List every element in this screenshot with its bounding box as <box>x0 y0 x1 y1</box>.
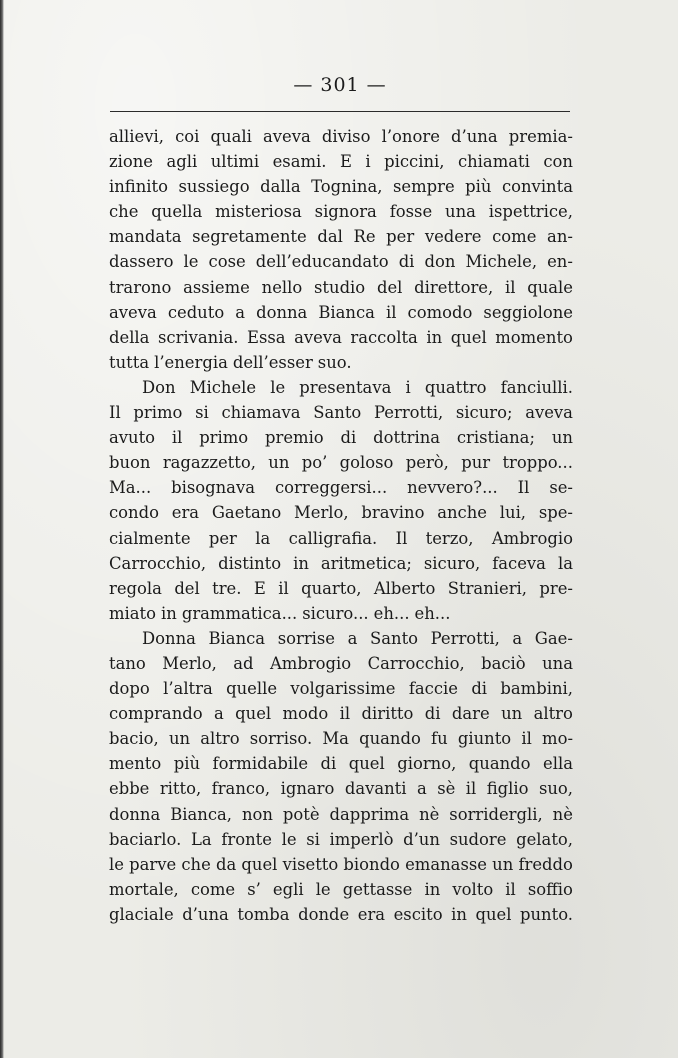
word: il <box>386 302 397 322</box>
word: le <box>109 854 124 874</box>
word: condo <box>109 503 159 523</box>
word: infinito <box>109 177 168 197</box>
word: sempre <box>392 177 455 197</box>
text-line <box>109 701 573 726</box>
word: Carrocchio, <box>109 553 207 573</box>
word: Re <box>353 227 376 247</box>
word: le <box>281 829 297 849</box>
word: Bianca <box>208 628 266 648</box>
text-line <box>109 676 573 701</box>
word: modo <box>282 704 329 724</box>
word: a <box>347 628 358 648</box>
word: baciò <box>481 653 526 673</box>
word: comodo <box>407 302 473 322</box>
word: quando <box>468 754 531 774</box>
word: però, <box>405 453 449 473</box>
word: tano <box>109 653 146 673</box>
text-line <box>109 551 573 576</box>
text-line <box>109 526 573 551</box>
text-line <box>109 651 573 676</box>
word: premia- <box>508 127 573 146</box>
word: sicuro; <box>455 403 513 423</box>
word: tutta <box>109 352 150 372</box>
word: le <box>183 252 199 272</box>
word: Il <box>395 528 408 548</box>
word: se- <box>549 478 573 498</box>
word: mandata <box>109 227 182 247</box>
word: dapprima <box>329 804 410 824</box>
word: la <box>255 528 271 548</box>
word: Merlo, <box>162 653 217 673</box>
text-line <box>109 475 573 500</box>
word: quelle <box>226 679 278 699</box>
word: il <box>465 779 477 799</box>
word: studio <box>314 277 366 297</box>
word: il <box>521 729 532 749</box>
word: giunto <box>457 729 512 749</box>
word: convinta <box>501 177 573 197</box>
word: d’un <box>403 829 440 849</box>
word: Carrocchio, <box>367 653 465 673</box>
word: assieme <box>183 277 250 297</box>
word: lui, <box>499 503 527 523</box>
word: regola <box>109 578 162 598</box>
word: d’una <box>451 127 498 146</box>
word: ritto, <box>159 779 202 799</box>
word: volgarissime <box>290 679 396 699</box>
word: donna <box>109 804 161 824</box>
word: Il <box>109 403 121 423</box>
word: l’onore <box>381 127 440 146</box>
word: tre. <box>212 578 242 598</box>
text-line <box>109 601 573 626</box>
word: La <box>190 829 212 849</box>
word: dottrina <box>373 428 441 448</box>
word: emanasse <box>405 854 487 874</box>
word: bravino <box>361 503 425 523</box>
text-line <box>109 275 573 300</box>
word: un <box>492 854 514 874</box>
word: sorridergli, <box>449 804 543 824</box>
word: quattro <box>424 377 487 397</box>
header-rule <box>110 111 570 112</box>
word: in <box>426 327 443 347</box>
word: davanti <box>344 779 407 799</box>
word: quel <box>475 904 512 924</box>
word: cose <box>208 252 246 272</box>
word: di <box>320 754 337 774</box>
word: che <box>109 202 139 222</box>
word: dell’educandato <box>255 252 389 272</box>
text-line <box>109 124 573 149</box>
word: Gae- <box>534 628 573 648</box>
word: mo- <box>542 729 573 749</box>
word: quel <box>348 754 385 774</box>
text-line <box>109 425 573 450</box>
word: di <box>424 704 441 724</box>
page-edge-shadow <box>0 0 4 1058</box>
word: donna <box>256 302 308 322</box>
word: quali <box>210 127 252 146</box>
text-line <box>109 827 573 852</box>
word: comprando <box>109 704 203 724</box>
word: di <box>471 679 488 699</box>
word: il <box>504 277 516 297</box>
word: troppo... <box>502 453 573 473</box>
word: faceva <box>492 553 546 573</box>
text-line <box>109 174 573 199</box>
word: soffio <box>527 879 573 899</box>
text-line <box>109 576 573 601</box>
word: diritto <box>361 704 414 724</box>
word: gelato, <box>516 829 573 849</box>
word: un <box>268 453 290 473</box>
word: gettasse <box>342 879 413 899</box>
word: che <box>181 854 211 874</box>
word: distinto <box>218 553 282 573</box>
word: po’ <box>301 453 328 473</box>
word: Don <box>142 377 176 397</box>
word: bacio, <box>109 729 159 749</box>
word: d’una <box>182 904 229 924</box>
word: segretamente <box>192 227 307 247</box>
word: agli <box>166 152 198 172</box>
word: Michele, <box>465 252 538 272</box>
word: le <box>315 879 331 899</box>
word: direttore, <box>414 277 494 297</box>
word: miato <box>109 603 157 623</box>
word: chiamava <box>221 403 301 423</box>
word: allievi, <box>109 127 164 146</box>
text-line <box>109 249 573 274</box>
word: fronte <box>221 829 272 849</box>
word: potè <box>282 804 320 824</box>
word: dare <box>451 704 490 724</box>
word: freddo <box>518 854 573 874</box>
word: in <box>424 879 441 899</box>
word: si <box>306 829 320 849</box>
text-line <box>109 626 573 651</box>
word: sorrise <box>277 628 336 648</box>
word: Santo <box>370 628 419 648</box>
word: avuto <box>109 428 156 448</box>
word: visetto <box>282 854 339 874</box>
word: del <box>376 277 403 297</box>
word: l’altra <box>163 679 213 699</box>
word: pur <box>461 453 491 473</box>
word: punto. <box>520 904 573 924</box>
word: an- <box>547 227 573 247</box>
word: scrivania. <box>157 327 239 347</box>
word: ignaro <box>280 779 335 799</box>
word: aritmetica; <box>320 553 412 573</box>
word: l’energia <box>154 352 228 372</box>
word: faccie <box>408 679 458 699</box>
word: bisognava <box>171 478 255 498</box>
word: le <box>270 377 286 397</box>
text-line <box>109 350 573 375</box>
word: correggersi... <box>274 478 388 498</box>
word: dopo <box>109 679 150 699</box>
word: in <box>293 553 309 573</box>
word: ad <box>233 653 254 673</box>
word: grammatica... <box>181 603 298 623</box>
word: era <box>357 904 386 924</box>
word: piccini, <box>384 152 445 172</box>
word: parve <box>129 854 177 874</box>
word: donde <box>298 904 350 924</box>
word: a <box>512 628 523 648</box>
word: esami. <box>272 152 327 172</box>
word: una <box>445 202 476 222</box>
word: Alberto <box>373 578 436 598</box>
word: suo, <box>538 779 573 799</box>
word: giorno, <box>397 754 457 774</box>
word: dell’esser <box>232 352 313 372</box>
word: ebbe <box>109 779 150 799</box>
word: primo <box>133 403 183 423</box>
word: Bianca, <box>170 804 232 824</box>
word: un <box>501 704 523 724</box>
word: aveva <box>109 302 157 322</box>
word: dal <box>317 227 343 247</box>
word: per <box>386 227 415 247</box>
word: un <box>551 428 573 448</box>
word: Il <box>517 478 530 498</box>
text-line <box>109 375 573 400</box>
word: fosse <box>389 202 433 222</box>
word: E <box>253 578 266 598</box>
word: Merlo, <box>293 503 349 523</box>
word: come <box>492 227 537 247</box>
word: i <box>405 377 411 397</box>
word: Gaetano <box>211 503 282 523</box>
word: sussiego <box>178 177 250 197</box>
word: Essa <box>247 327 286 347</box>
word: di <box>398 252 415 272</box>
word: il <box>505 879 516 899</box>
word: aveva <box>294 327 342 347</box>
word: ella <box>543 754 573 774</box>
word: nello <box>261 277 303 297</box>
word: era <box>171 503 200 523</box>
word: momento <box>495 327 573 347</box>
word: nevvero?... <box>407 478 498 498</box>
word: imperlò <box>329 829 394 849</box>
word: quale <box>527 277 573 297</box>
word: non <box>241 804 273 824</box>
word: s’ <box>247 879 261 899</box>
word: sicuro... <box>302 603 369 623</box>
word: per <box>208 528 237 548</box>
word: bambini, <box>500 679 573 699</box>
word: Perrotti, <box>430 628 500 648</box>
text-line <box>109 500 573 525</box>
word: come <box>190 879 236 899</box>
word: i <box>365 152 371 172</box>
word: Ma... <box>109 478 152 498</box>
word: si <box>195 403 209 423</box>
word: Bianca <box>318 302 375 322</box>
word: un <box>168 729 191 749</box>
word: sorriso. <box>249 729 313 749</box>
word: in <box>161 603 177 623</box>
word: altro <box>533 704 573 724</box>
text-line <box>109 199 573 224</box>
page-number-header: — 301 — <box>293 74 387 96</box>
word: più <box>173 754 201 774</box>
word: presentava <box>299 377 392 397</box>
word: vedere <box>424 227 482 247</box>
word: la <box>557 553 573 573</box>
word: sè <box>437 779 456 799</box>
word: pre- <box>539 578 573 598</box>
text-line <box>109 400 573 425</box>
word: buon <box>109 453 151 473</box>
word: spe- <box>538 503 573 523</box>
word: calligrafia. <box>288 528 378 548</box>
word: figlio <box>486 779 529 799</box>
text-line <box>109 902 573 927</box>
word: formidabile <box>212 754 309 774</box>
word: a <box>213 704 224 724</box>
word: sicuro, <box>423 553 481 573</box>
word: raccolta <box>350 327 418 347</box>
word: da <box>215 854 237 874</box>
text-line <box>109 149 573 174</box>
word: Tognina, <box>311 177 383 197</box>
word: seggiolone <box>483 302 573 322</box>
word: fu <box>431 729 448 749</box>
word: E <box>339 152 352 172</box>
word: goloso <box>339 453 394 473</box>
word: don <box>424 252 456 272</box>
text-line <box>109 300 573 325</box>
word: di <box>340 428 357 448</box>
word: della <box>109 327 150 347</box>
word: terzo, <box>425 528 474 548</box>
word: quarto, <box>301 578 362 598</box>
word: altro <box>200 729 240 749</box>
word: quel <box>450 327 487 347</box>
word: ragazzetto, <box>162 453 256 473</box>
word: quando <box>359 729 421 749</box>
text-line <box>109 877 573 902</box>
text-line <box>109 852 573 877</box>
word: Ambrogio <box>491 528 573 548</box>
word: ceduto <box>167 302 225 322</box>
word: eh... <box>414 603 451 623</box>
word: baciarlo. <box>109 829 182 849</box>
text-line <box>109 776 573 801</box>
word: tomba <box>237 904 290 924</box>
word: una <box>542 653 573 673</box>
word: mortale, <box>109 879 179 899</box>
word: con <box>543 152 573 172</box>
word: signora <box>314 202 377 222</box>
word: più <box>465 177 492 197</box>
word: il <box>171 428 183 448</box>
word: il <box>278 578 289 598</box>
word: quella <box>151 202 203 222</box>
text-line <box>109 751 573 776</box>
word: a <box>416 779 427 799</box>
word: aveva <box>263 127 311 146</box>
word: franco, <box>211 779 271 799</box>
body-text <box>109 124 573 927</box>
word: misteriosa <box>215 202 302 222</box>
word: nè <box>419 804 440 824</box>
word: diviso <box>321 127 371 146</box>
word: escito <box>393 904 443 924</box>
word: quel <box>235 704 272 724</box>
word: a <box>235 302 246 322</box>
word: Donna <box>142 628 196 648</box>
word: Michele <box>189 377 257 397</box>
word: premio <box>265 428 324 448</box>
word: fanciulli. <box>500 377 573 397</box>
word: Ambrogio <box>269 653 352 673</box>
text-line <box>109 726 573 751</box>
word: del <box>174 578 200 598</box>
word: mento <box>109 754 162 774</box>
word: cristiana; <box>456 428 535 448</box>
word: dassero <box>109 252 174 272</box>
word: trarono <box>109 277 172 297</box>
word: coi <box>175 127 200 146</box>
word: Stranieri, <box>447 578 527 598</box>
word: nè <box>552 804 573 824</box>
word: zione <box>109 152 154 172</box>
word: in <box>451 904 467 924</box>
word: Ma <box>322 729 349 749</box>
text-line <box>109 224 573 249</box>
word: ispettrice, <box>488 202 573 222</box>
word: eh... <box>373 603 410 623</box>
word: volto <box>452 879 494 899</box>
word: glaciale <box>109 904 174 924</box>
word: biondo <box>343 854 400 874</box>
word: chiamati <box>457 152 530 172</box>
word: egli <box>272 879 304 899</box>
word: sudore <box>449 829 507 849</box>
word: en- <box>547 252 573 272</box>
word: Santo <box>313 403 362 423</box>
word: cialmente <box>109 528 191 548</box>
word: primo <box>199 428 249 448</box>
word: anche <box>437 503 487 523</box>
word: aveva <box>525 403 573 423</box>
word: ultimi <box>210 152 260 172</box>
text-line <box>109 450 573 475</box>
word: Perrotti, <box>374 403 444 423</box>
word: quel <box>241 854 278 874</box>
word: dalla <box>260 177 301 197</box>
word: suo. <box>317 352 352 372</box>
text-line <box>109 802 573 827</box>
text-line <box>109 325 573 350</box>
word: il <box>339 704 351 724</box>
